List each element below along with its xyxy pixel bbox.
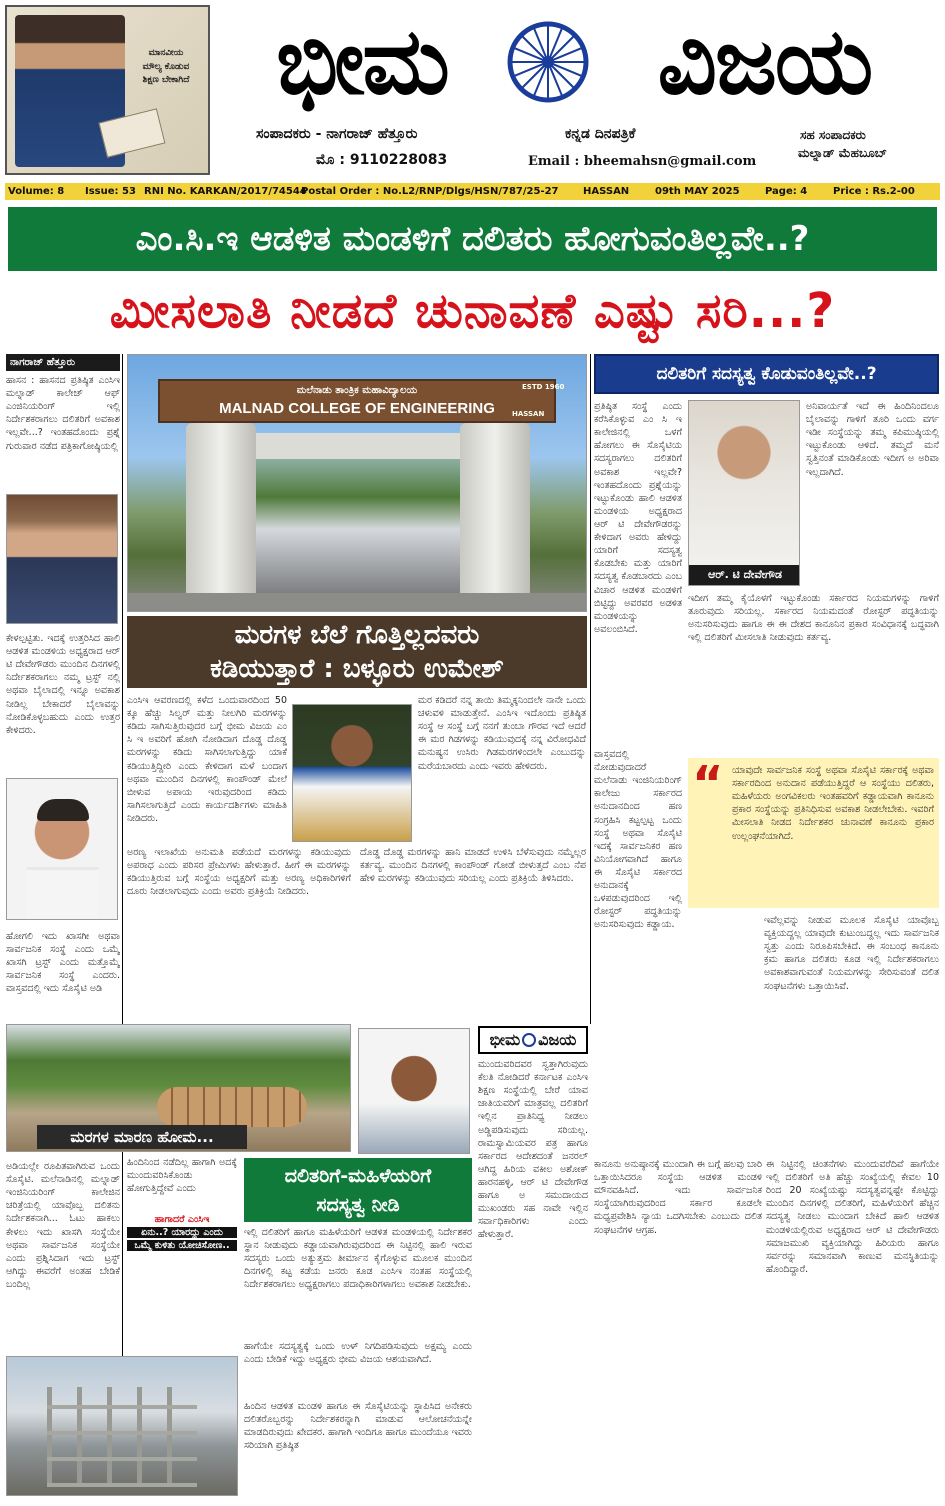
notice-title: ಹಾಗಾದರೆ ಎಂಸಿಇ: [154, 1214, 210, 1225]
trees-col-d: ದೊಡ್ಡ ದೊಡ್ಡ ಮರಗಳನ್ನು ಹಾನಿ ಮಾಡದೆ ಉಳಿಸಿ ಬೆಳೆಸುವುದು ನಮ್ಮೆಲ್ಲರ ಕರ್ತವ್ಯ. ಮುಂದಿನ ದಿನಗಳಲ್ಲಿ ಕಾಂಪೌಂಡ್ ಗೋಡೆ ಬೀಳುತ್ತದೆ ಎಂಬ ನೆಪ ಹೇಳಿ ಮರಗಳನ್ನು ಕಡಿಯುವುದು ಸರಿಯಲ್ಲ ಎಂದು ಪ್ರತಿಕ್ರಿಯೆ ತಿಳಿಸಿದರು.: [360, 847, 586, 885]
co-editor-name: ಮಲ್ನಾಡ್ ಮೆಹಬೂಬ್: [798, 146, 887, 160]
left-after-photo-2: ಹೋಗಲಿ ಇದು ಖಾಸಗೀ ಅಥವಾ ಸಾರ್ವಜನಿಕ ಸಂಸ್ಥೆ ಎಂದು ಒಮ್ಮೆ ಖಾಸಗಿ ಟ್ರಸ್ಟ್ ಎಂದು ಮತ್ತೊಮ್ಮೆ ಸಾರ್ವಜನಿಕ ಸಂಸ್ಥೆ ಎಂದರು. ವಾಸ್ತವದಲ್ಲಿ ಇದು ಸೊಸೈಟಿ ಅಡಿ: [6, 931, 120, 995]
bottom-headline-1: ದಲಿತರಿಗೆ-ಮಹಿಳೆಯರಿಗೆ: [284, 1165, 432, 1187]
right-col-d: ಇವೆಲ್ಲವನ್ನು ನೀಡುವ ಮೂಲಕ ಸೊಸೈಟಿ ಯಾವೊಬ್ಬ ವ್ಯಕ್ತಿಯದ್ದಲ್ಲ ಯಾವುದೇ ಕುಟುಂಬದ್ದಲ್ಲ ಇದು ಸಾರ್ವಜನಿಕ ಸ್ವತ್ತು ಎಂದು ನಿರೂಪಿಸಬೇಕಿದೆ. ಈ ಸಂಬಂಧ ಕಾನೂನು ಕ್ರಮ ಹಾಗೂ ದಲಿತರು ಕೂಡ ಇಲ್ಲಿ ನಿರ್ದೇಶಕರಾಗಲು ಅವಕಾಶವಾಗುವಂತೆ ನಿಯಮಗಳನ್ನು ಸೇರಿಸುವಂತೆ ದಲಿತ ಸಂಘಟನೆಗಳು ಒತ್ತಾಯಿಸಿವೆ.: [764, 915, 939, 992]
quote-box: [688, 758, 939, 908]
logo-left: ಭೀಮ: [276, 8, 448, 115]
bheema-vijaya-logo-box: [478, 1026, 588, 1054]
trees-headline-1: ಮರಗಳ ಬೆಲೆ ಗೊತ್ತಿಲ್ಲದವರು: [234, 620, 480, 650]
right-bottom-col: ಈ ನಿಟ್ಟಿನಲ್ಲಿ ಚಿಂತನೆಗಳು ಮುಂದುವರೆದಿವೆ ಹಾಗೆಯೇ ಇಲ್ಲಿ ದಲಿತರಿಗೆ ಅತಿ ಹೆಚ್ಚು ಸಂಖ್ಯೆಯಲ್ಲಿ ಕೇವಲ 10 ರಿಂದ 20 ಸಂಖ್ಯೆಯಷ್ಟು ಸದಸ್ಯತ್ವವನ್ನಷ್ಟೇ ಕೊಟ್ಟಿದ್ದು ಮುಂದಿನ ದಿನಗಳಲ್ಲಿ ದಲಿತರಿಗೆ, ಮಹಿಳೆಯರಿಗೆ ಹೆಚ್ಚಿನ ಸದಸ್ಯತ್ವ ನೀಡಲು ಮುಂದಾಗ ಬೇಕಿದೆ ಹಾಲಿ ಆಡಳಿತ ಮಂಡಳಿಯಲ್ಲಿರುವ ಅಧ್ಯಕ್ಷರಾದ ಆರ್ ಟಿ ದೇವೇಗೌಡರು ಸಮಾಜಮುಖಿ ವ್ಯಕ್ತಿಯಾಗಿದ್ದು ಹಿರಿಯರು ಹಾಗೂ ಸರ್ವರನ್ನು ಸಮಾನವಾಗಿ ಕಾಣುವ ಮನಸ್ಥಿತಿಯನ್ನು ಹೊಂದಿದ್ದಾರೆ.: [766, 1159, 939, 1275]
co-editor-title: ಸಹ ಸಂಪಾದಕರು: [800, 128, 866, 142]
portrait-caption-line: ಮೌಲ್ಯ ಕೊಡುವ: [142, 61, 190, 72]
issue: Issue: 53: [85, 186, 136, 197]
left-bottom-text: ಅಡಿಯಲ್ಲೇ ರೂಪಿತವಾಗಿರುವ ಒಂದು ಸೊಸೈಟಿ. ಮಲೆನಾಡಿನಲ್ಲಿ ಮಲ್ನಾಡ್ ಇಂಜಿನಿಯರಿಂಗ್ ಕಾಲೇಜಿನ ಚರಿತ್ರೆಯಲ್ಲಿ ಯಾವೊಬ್ಬ ದಲಿತನು ನಿರ್ದೇಶಕನಾಗಿ... ಓಟು ಹಾಕಲು ಕೇಳಲು ಇದು ಖಾಸಗಿ ಸಂಸ್ಥೆಯೇ ಅಥವಾ ಸಾರ್ವಜನಿಕ ಸಂಸ್ಥೆಯೇ ಎಂದು ಪ್ರಶ್ನಿಸಿದಾಗ ಇದು ಟ್ರಸ್ಟ್ ಆಗಿದ್ದು ಈವರೆಗೆ ಅಂತಹ ಬೇಡಿಕೆ ಬಂದಿಲ್ಲ: [6, 1161, 120, 1290]
right-col-c: ವಾಸ್ತವದಲ್ಲಿ ನೋಡುವುದಾದರೆ ಮಲೆನಾಡು ಇಂಜಿನಿಯರಿಂಗ್ ಕಾಲೇಜು ಸರ್ಕಾರದ ಅನುದಾನದಿಂದ ಹಣ ಸಂಗ್ರಹಿಸಿ ಕಟ್ಟಲ್ಪಟ್ಟ ಒಂದು ಸಂಸ್ಥೆ ಅಥವಾ ಸೊಸೈಟಿ ಇದಕ್ಕೆ ಸಾರ್ವಜನಿಕರ ಹಣ ವಿನಿಯೋಗವಾಗಿದೆ ಹಾಗೂ ಈ ಸೊಸೈಟಿ ಸರ್ಕಾರದ ಅನುದಾನಕ್ಕೆ ಒಳಪಡುವುದರಿಂದ ಇಲ್ಲಿ ರೋಸ್ಟರ್ ಪದ್ಧತಿಯನ್ನು ಅನುಸರಿಸುವುದು ಕಡ್ಡಾಯ.: [594, 749, 682, 931]
portrait-caption-line: ಶಿಕ್ಷಣ ಬೇಕಾಗಿದೆ: [142, 75, 190, 85]
logo-box-right: ವಿಜಯ: [538, 1030, 577, 1049]
issue-date: 09th MAY 2025: [655, 186, 740, 197]
ashoka-chakra-icon: [506, 20, 590, 104]
road: [128, 593, 587, 612]
column-divider: [590, 354, 591, 1024]
right-col-b2: ಇದೀಗ ತಮ್ಮ ಕೈಯೊಳಗೆ ಇಟ್ಟುಕೊಂಡು ಸರ್ಕಾರದ ನಿಯಮಗಳನ್ನು ಗಾಳಿಗೆ ತೂರುವುದು ಸರಿಯಲ್ಲ. ಸರ್ಕಾರದ ನಿಯಮದಂತೆ ರೋಸ್ಟರ್ ಪದ್ಧತಿಯನ್ನು ಅನುಸರಿಸುವುದು ಹಾಗೂ ಈ ಈ ದೇಶದ ಕಾನೂನಿನ ಪ್ರಕಾರ ಸಂವಿಧಾನಕ್ಕೆ ಬದ್ಧವಾಗಿ ಇಲ್ಲಿ ದಲಿತರಿಗೆ ಮೀಸಲಾತಿ ನೀಡುವುದು ಕರ್ತವ್ಯ.: [688, 593, 939, 644]
trees-col-c: ಅರಣ್ಯ ಇಲಾಖೆಯ ಅನುಮತಿ ಪಡೆಯದೆ ಮರಗಳನ್ನು ಕಡಿಯುವುದು ಅಪರಾಧ ಎಂದು ಪರಿಸರ ಪ್ರೇಮಿಗಳು ಹೇಳುತ್ತಾರೆ. ಹೀಗೆ ಈ ಮರಗಳನ್ನು ಕಡಿಯುತ್ತಿರುವ ಬಗ್ಗೆ ಸಂಸ್ಥೆಯ ಅಧ್ಯಕ್ಷರಿಗೆ ಮತ್ತು ಅರಣ್ಯ ಅಧಿಕಾರಿಗಳಿಗೆ ದೂರು ನೀಡಲಾಗುವುದು ಎಂದು ಅವರು ಪ್ರತಿಕ್ರಿಯೆ ನೀಡಿದರು.: [127, 847, 351, 898]
right-col-a: ಪ್ರತಿಷ್ಠಿತ ಸಂಸ್ಥೆ ಎಂದು ಕರೆಸಿಕೊಳ್ಳುವ ಎಂ ಸಿ ಇ ಕಾಲೇಜಿನಲ್ಲಿ ಒಳಗೆ ಹೋಗಲು ಈ ಸೊಸೈಟಿಯ ಸದಸ್ಯರಾಗಲು ದಲಿತರಿಗೆ ಅವಕಾಶ ಇಲ್ಲವೇ? ಇಂತಹದೊಂದು ಪ್ರಶ್ನೆಯನ್ನು ಇಟ್ಟುಕೊಂಡು ಹಾಲಿ ಆಡಳಿತ ಮಂಡಳಿಯ ಅಧ್ಯಕ್ಷರಾದ ಆರ್ ಟಿ ದೇವೇಗೌಡರನ್ನು ಕೇಳಿದಾಗ ಅವರು ಹೇಳಿದ್ದು ಯಾರಿಗೆ ಸದಸ್ಯತ್ವ ಕೊಡಬೇಕು ಮತ್ತು ಯಾರಿಗೆ ಸದಸ್ಯತ್ವ ಕೊಡಬಾರದು ಎಂಬ ವಿಚಾರ ಆಡಳಿತ ಮಂಡಳಿಗೆ ಬಿಟ್ಟಿದ್ದು ಅವರವರ ಅಡಳಿತ ಮಂಡಳಿಯನ್ನು ಅವಲಂಬಿಸಿದೆ.: [594, 401, 682, 635]
city-tag: HASSAN: [512, 410, 545, 418]
logo-right: ವಿಜಯ: [657, 8, 872, 115]
column-divider: [122, 354, 123, 1494]
bottom-text-b: ಹಾಗೆಯೇ ಸದಸ್ಯತ್ವಕ್ಕೆ ಒಂದು ಉಳ್ ನಿಗದಿಪಡಿಸುವುದು ಅಕ್ಷಮ್ಯ ಎಂದು ಎಂದು ಬೇಡಿಕೆ ಇದ್ದು ಅಧ್ಯಕ್ಷರು ಭೀಮ ವಿಜಯ ಆಶಯವಾಗಿದೆ.: [244, 1341, 472, 1366]
gate-crossbar: [256, 433, 460, 459]
byline: ನಾಗರಾಜ್ ಹೆತ್ತೂರು: [6, 354, 120, 371]
right-col-b: ಅನಿವಾರ್ಯತೆ ಇದೆ ಈ ಹಿಂದಿನಿಂದಲೂ ಬೈಲಾವನ್ನು ಗಾಳಿಗೆ ತೂರಿ ಒಂದು ವರ್ಗ ಇಡೀ ಸಂಸ್ಥೆಯನ್ನು ತಮ್ಮ ಕಪಿಮುಷ್ಠಿಯಲ್ಲಿ ಇಟ್ಟುಕೊಂಡು ಆಳಿದೆ. ತಮ್ಮದೆ ಮನೆ ಸ್ವತ್ತಿನಂತೆ ಮಾಡಿಕೊಂಡು ಇದೀಗ ಅ ಅರಿವಾ ಇಲ್ಲದಾಗಿದೆ.: [806, 401, 939, 478]
notice-line-2: ಒಮ್ಮೆ ಕುಳಿತು ಯೋಚಿಸೋಣ..: [127, 1240, 237, 1251]
estd-tag: ESTD 1960: [522, 383, 565, 391]
trees-col-b: ಮರ ಕಡಿದರೆ ನನ್ನ ತಾಯಿ ತಿಮ್ಮಕ್ಕನಿಂದಲೇ ನಾನೇ ಒಂದು ಚಳುವಳಿ ಮಾಡುತ್ತೇನೆ. ಎಂಸಿಇ ಇದೊಂದು ಪ್ರತಿಷ್ಠಿತ ಸಂಸ್ಥೆ ಆ ಸಂಸ್ಥೆ ಬಗ್ಗೆ ನನಗೆ ತುಂಬಾ ಗೌರವ ಇದೆ ಆದರೆ ಈ ಮರ ಗಿಡಗಳನ್ನು ಕಡಿಯುವುದಕ್ಕೆ ನನ್ನ ವಿರೋಧವಿದೆ ಮನುಷ್ಯನ ಉಸಿರು ಗಿಡಮರಗಳಿಂದಲೇ ಎಂಬುದನ್ನು ಮರೆಯಬಾರದು ಎಂದು ಇವರು ಹೇಳಿದರು.: [418, 695, 586, 772]
trees-photo-caption: ಮರಗಳ ಮಾರಣ ಹೋಮ...: [37, 1125, 247, 1149]
lawyer-photo: [6, 494, 118, 624]
devegowda-caption: ಆರ್. ಟಿ ದೇವೇಗೌಡ: [689, 565, 800, 585]
right-pillar: [460, 423, 530, 593]
editor-line: ಸಂಪಾದಕರು - ನಾಗರಾಜ್ ಹೆತ್ತೂರು: [256, 126, 418, 142]
building-frame: [47, 1387, 197, 1487]
middle-left-text: ಹಿಂದಿನಿಂದ ನಡೆದಿಲ್ಲ ಹಾಗಾಗಿ ಅದಕ್ಕೆ ಮುಂದುವರಿಸಿಕೊಂಡು ಹೋಗುತ್ತಿದ್ದೇವೆ ಎಂದು: [127, 1157, 237, 1195]
building-photo: [6, 1356, 238, 1496]
log-pile: [157, 1087, 307, 1127]
middle-right-col: ಕಾನೂನು ಅನುಷ್ಠಾನಕ್ಕೆ ಮುಂದಾಗಿ ಈ ಬಗ್ಗೆ ಹಲವು ಬಾರಿ ಒತ್ತಾಯಿಸಿದರೂ ಸಂಸ್ಥೆಯ ಆಡಳಿತ ಮಂಡಳಿ ಮೌನವಹಿಸಿದೆ. ಇದು ಸಾರ್ವಜನಿಕ ಸಂಸ್ಥೆಯಾಗಿರುವುದರಿಂದ ಸರ್ಕಾರ ಕೂಡಲೇ ಮಧ್ಯಪ್ರವೇಶಿಸಿ ನ್ಯಾಯ ಒದಗಿಸಬೇಕು ಎಂಬುದು ದಲಿತ ಸಂಘಟನೆಗಳ ಆಗ್ರಹ.: [594, 1159, 762, 1236]
masthead: [0, 0, 945, 182]
info-bar: [5, 183, 940, 200]
main-headline: ಮೀಸಲಾತಿ ನೀಡದೆ ಚುನಾವಣೆ ಎಷ್ಟು ಸರಿ...?: [109, 283, 836, 339]
trees-headline-box: [127, 616, 587, 688]
phone-line: ಮೊ : 9110228083: [316, 152, 448, 168]
bottom-text-a: ಇಲ್ಲಿ ದಲಿತರಿಗೆ ಹಾಗೂ ಮಹಿಳೆಯರಿಗೆ ಆಡಳಿತ ಮಂಡಳಿಯಲ್ಲಿ ನಿರ್ದೇಶಕರ ಸ್ಥಾನ ನೀಡುವುದು ಕಡ್ಡಾಯವಾಗಿರುವುದರಿಂದ ಈ ನಿಟ್ಟಿನಲ್ಲಿ ಹಾಲಿ ಇರುವ ಸದಸ್ಯರು ಒಂದು ಅತ್ಯುತ್ತಮ ತೀರ್ಮಾನ ಕೈಗೊಳ್ಳುವ ಮೂಲಕ ಮುಂದಿನ ದಿನಗಳಲ್ಲಿ ಕಟ್ಟ ಕಡೆಯ ಜನರು ಕೂಡ ಎಂಸಿಇ ನಂತಹ ಸಂಸ್ಥೆಯಲ್ಲಿ ನಿರ್ದೇಶಕರಾಗಲು ಅಧ್ಯಕ್ಷರಾಗಲು ಪದಾಧಿಕಾರಿಗಳಾಗಲು ಅವಕಾಶ ನೀಡಬೇಕು.: [244, 1227, 472, 1291]
trees-headline-2: ಕಡಿಯುತ್ತಾರೆ : ಬಳ್ಳೂರು ಉಮೇಶ್: [210, 654, 504, 684]
right-headline: ದಲಿತರಿಗೆ ಸದಸ್ಯತ್ವ ಕೊಡುವಂತಿಲ್ಲವೇ..?: [656, 364, 877, 384]
notice-line-1: ಏನು..? ಯಾರದ್ದು ಎಂದು: [127, 1227, 237, 1238]
gate-sign: MALNAD COLLEGE OF ENGINEERING: [219, 400, 495, 417]
quote-text: ಯಾವುದೇ ಸಾರ್ವಜನಿಕ ಸಂಸ್ಥೆ ಅಥವಾ ಸೊಸೈಟಿ ಸರ್ಕಾರಕ್ಕೆ ಅಥವಾ ಸರ್ಕಾರದಿಂದ ಅನುದಾನ ಪಡೆಯುತ್ತಿದ್ದರೆ ಆ ಸಂಸ್ಥೆಯು ದಲಿತರು, ಮಹಿಳೆಯರು ಅಂಗವಿಕಲರು ಇಂತಹವರಿಗೆ ಕಡ್ಡಾಯವಾಗಿ ಕಾನೂನು ಪ್ರಕಾರ ಸಂಸ್ಥೆಯನ್ನು ಪ್ರತಿನಿಧಿಸುವ ಅವಕಾಶ ನೀಡಲೇಬೇಕು. ಇವರಿಗೆ ಮೀಸಲಾತಿ ನೀಡದ ನಿರ್ದೇಶಕರ ಚುನಾವಣೆ ಕಾನೂನು ಪ್ರಕಾರ ಉಲ್ಲಂಘನೆಯಾಗಿದೆ.: [732, 765, 934, 842]
postal-order: Postal Order : No.L2/RNP/Dlgs/HSN/787/25-27: [301, 186, 559, 197]
portrait-caption: [125, 47, 207, 88]
bottom-headline-box: [244, 1158, 472, 1222]
left-column: [6, 354, 120, 1019]
page-number: Page: 4: [765, 186, 808, 197]
bottom-text-c: ಹಿಂದಿನ ಆಡಳಿತ ಮಂಡಳಿ ಹಾಗೂ ಈ ಸೊಸೈಟಿಯನ್ನು ಸ್ಥಾಪಿಸಿದ ಅನೇಕರು ದಲಿತರೊಬ್ಬರನ್ನು ನಿರ್ದೇಶಕರನ್ನಾಗಿ ಮಾಡುವ ಆಲೋಚನೆಯನ್ನೇ ಮಾಡದಿರುವುದು ಖೇದಕರ. ಹಾಗಾಗಿ ಇಂದಿಗೂ ಹಾಗೂ ಮುಂದೆಯೂ ಇವರು ಸರಿಯಾಗಿ ಪ್ರತಿಷ್ಠಿತ: [244, 1401, 472, 1452]
city: HASSAN: [583, 186, 630, 197]
umesh-photo: [292, 704, 412, 842]
volume: Volume: 8: [8, 186, 65, 197]
kicker-headline: [8, 207, 937, 271]
notice-box: [127, 1214, 237, 1258]
quote-mark-icon: “: [692, 756, 724, 812]
trees-felled-photo: [6, 1024, 351, 1152]
bottom-headline-2: ಸದಸ್ಯತ್ವ ನೀಡಿ: [316, 1194, 400, 1216]
right-headline-box: [594, 354, 939, 394]
paper-type: ಕನ್ನಡ ದಿನಪತ್ರಿಕೆ: [565, 126, 636, 142]
small-chakra-icon: [522, 1033, 536, 1047]
gate-sign-kn: ಮಲೆನಾಡು ತಾಂತ್ರಿಕ ಮಹಾವಿದ್ಯಾಲಯ: [296, 385, 418, 396]
left-after-photo: ಕೇಳಲ್ಪಟ್ಟಿತು. ಇದಕ್ಕೆ ಉತ್ತರಿಸಿದ ಹಾಲಿ ಆಡಳಿತ ಮಂಡಳಿಯ ಅಧ್ಯಕ್ಷರಾದ ಆರ್ ಟಿ ದೇವೇಗೌಡರು ಮುಂದಿನ ದಿನಗಳಲ್ಲಿ ನಿರ್ದೇಶಕರಾಗಲು ನಮ್ಮ ಟ್ರಸ್ಟ್ ನಲ್ಲಿ ಅಥವಾ ಬೈಲಾದಲ್ಲಿ ಇನ್ನೂ ಅವಕಾಶ ನೀಡಿಲ್ಲ ಬೇಕಾದರೆ ಬೈಲಾವನ್ನು ನೋಡಿಕೊಳ್ಳಬಹುದು ಎಂದು ಉತ್ತರ ಕೇಳಿದರು.: [6, 633, 120, 736]
kicker-text: ಎಂ.ಸಿ.ಇ ಆಡಳಿತ ಮಂಡಳಿಗೆ ದಲಿತರು ಹೋಗುವಂತಿಲ್ಲವೇ..?: [135, 219, 810, 259]
middle-right-text: ಮುಂದುವರಿದವರ ಸ್ವತ್ತಾಗಿರುವುದು ಕೆಲತಿ ನೋಡಿದರೆ ಕರ್ನಾಟಕ ಎಂಸಿಇ ಶಿಕ್ಷಣ ಸಂಸ್ಥೆಯಲ್ಲಿ ಬೇರೆ ಯಾವ ಜಾತಿಯವರಿಗೆ ಮಾತ್ರವಲ್ಲ ದಲಿತರಿಗೆ ಇಲ್ಲಿನ ಪ್ರಾತಿನಿಧ್ಯ ನೀಡಲು ಅಡ್ಡಿಪಡಿಸುವುದು ಸರಿಯಲ್ಲ. ರಾಮಸ್ವಾಮಿಯವರ ಪತ್ರ ಹಾಗೂ ಸರ್ಕಾರದ ಆದೇಶದಂತೆ ಜನರಲ್ ಆಗಿದ್ದ ಹಿರಿಯ ವಕೀಲ ಅಶೋಕ್ ಹಾರನಹಳ್ಳಿ, ಆರ್ ಟಿ ದೇವೇಗೌಡ ಹಾಗೂ ಅ ಸಮುದಾಯದ ಮುಖಂಡರು ಸಹ ನಾವೇ ಇಲ್ಲಿನ ಸರ್ವಾಧಿಕಾರಿಗಳು ಎಂದು ಹೇಳುತ್ತಾರೆ.: [478, 1059, 588, 1241]
logo-box-left: ಭೀಮ: [489, 1030, 521, 1049]
trees-col-a: ಎಂಸಿಇ ಆವರಣದಲ್ಲಿ ಕಳೆದ ಒಂದುವಾರದಿಂದ 50 ಕ್ಕೂ ಹೆಚ್ಚು ಸಿಲ್ವರ್ ಮತ್ತು ನೀಲಗಿರಿ ಮರಗಳನ್ನು ಕಡಿದು ಸಾಗಿಸುತ್ತಿರುವುದರ ಬಗ್ಗೆ ಭೀಮ ವಿಜಯ ಎಂ ಸಿ ಇ ಅವರಿಗೆ ಹೋಗಿ ನೋಡಿದಾಗ ದೊಡ್ಡ ದೊಡ್ಡ ಮರಗಳನ್ನು ಕಡಿದು ಸಾಗಿಸಲಾಗುತ್ತಿದ್ದು ಯಾಕೆ ಕಡಿಯುತ್ತಿದ್ದೀರಿ ಎಂದು ಕೇಳಿದಾಗ ಮಳೆ ಬಂದಾಗ ಅಥವಾ ಮುಂದಿನ ದಿನಗಳಲ್ಲಿ ಕಾಂಪೌಂಡ್ ಮೇಲೆ ಬೀಳುವ ಅಪಾಯ ಇರುವುದರಿಂದ ಕಡಿದು ಸಾಗಿಸಲಾಗುತ್ತಿದೆ ಎಂದು ಕಾರ್ಯದರ್ಶಿಗಳು ಮಾಹಿತಿ ನೀಡಿದರು.: [127, 695, 287, 824]
email-line: Email : bheemahsn@gmail.com: [528, 154, 757, 169]
gate-sign-board: [158, 379, 556, 423]
smiling-man-photo: [6, 778, 118, 920]
left-pillar: [186, 423, 256, 593]
college-gate-photo: [127, 354, 587, 612]
rni-number: RNI No. KARKAN/2017/74544: [144, 186, 307, 197]
portrait-caption-line: ಮಾನವೀಯ: [148, 48, 184, 58]
price: Price : Rs.2-00: [833, 186, 915, 197]
left-intro: ಹಾಸನ : ಹಾಸನದ ಪ್ರತಿಷ್ಠಿತ ಎಂಸಿಇ ಮಲ್ನಾಡ್ ಕಾಲೇಜ್ ಆಫ್ ಎಂಜಿನಿಯರಿಂಗ್ ಇಲ್ಲಿ ನಿರ್ದೇಶಕರಾಗಲು ದಲಿತರಿಗೆ ಅವಕಾಶ ಇಲ್ಲವೇ...? ಇಂತಹದೊಂದು ಪ್ರಶ್ನೆ ಗುರುವಾರ ನಡೆದ ಪತ್ರಿಕಾಗೋಷ್ಠಿಯಲ್ಲಿ: [6, 375, 120, 452]
activist-photo: [358, 1028, 470, 1154]
portrait-frame: [5, 5, 210, 175]
devegowda-photo: [688, 400, 800, 586]
